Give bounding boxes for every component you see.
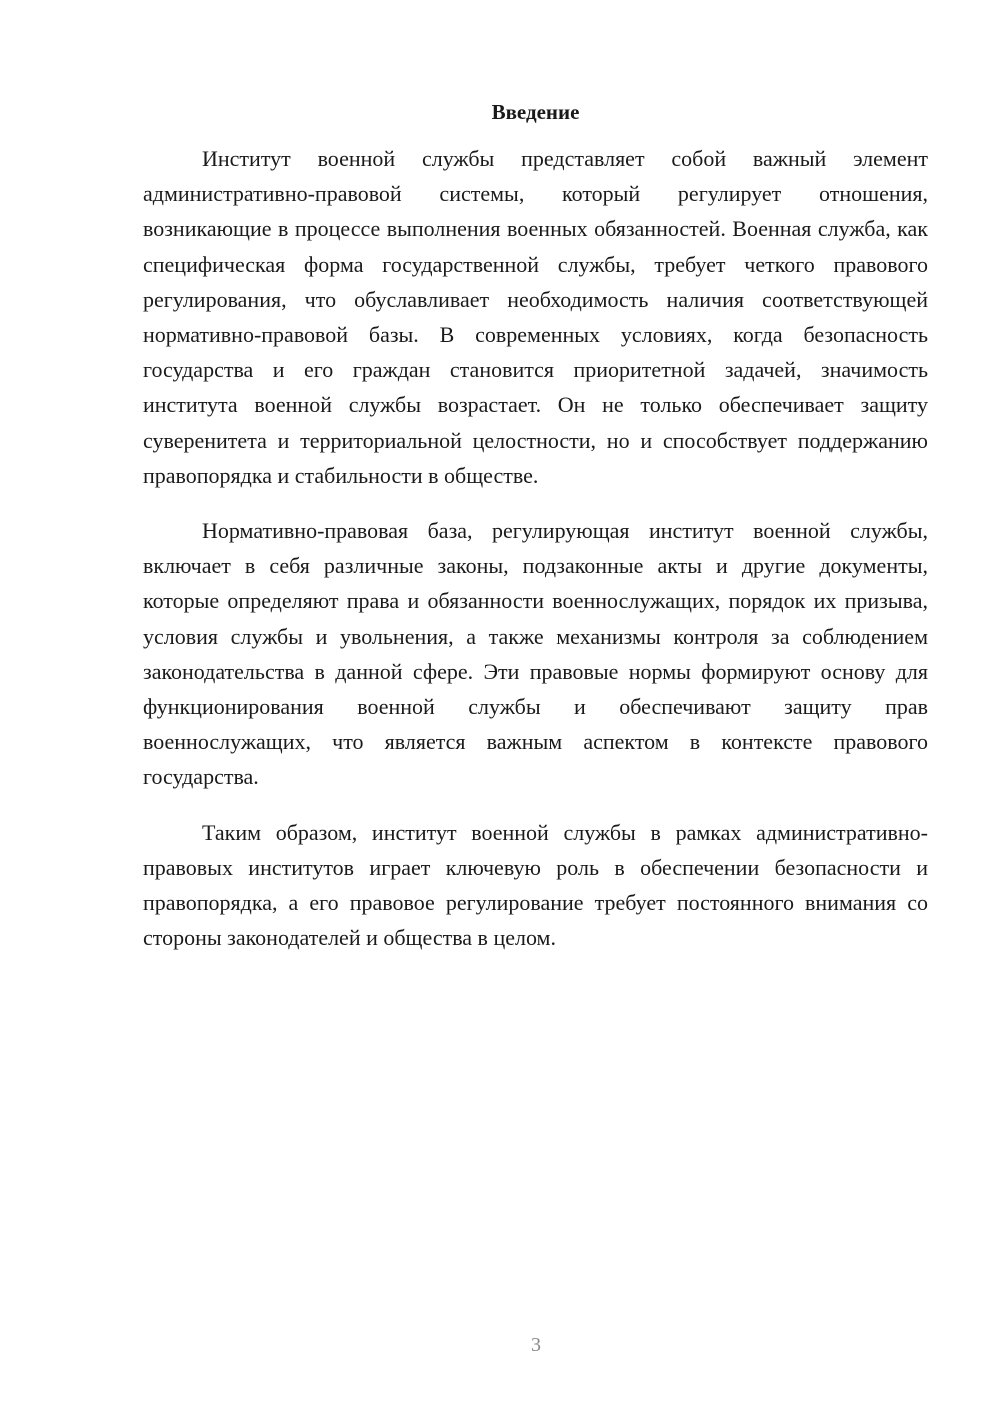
body-text [143,141,928,975]
section-title: Введение [491,100,580,124]
paragraph-2: Нормативно-правовая база, регулирующая институт военной службы, включает в себя различные законы, подзаконные акты и другие документы, которые определяют права и обязанности военнослужащих, порядок их призыва, условия службы и увольнения, а также механизмы контроля за соблюдением законодательства в данной сфере. Эти правовые нормы формируют основу для функционирования военной службы и обеспечивают защиту прав военнослужащих, что является важным аспектом в контексте правового государства. [143,518,928,790]
page-number: 3 [531,1334,541,1356]
paragraph-1: Институт военной службы представляет собой важный элемент административно-правовой системы, который регулирует отношения, возникающие в процессе выполнения военных обязанностей. Военная служба, как специфическая форма государственной службы, требует четкого правового регулирования, что обуславливает необходимость наличия соответствующей нормативно-правовой базы. В современных условиях, когда безопасность государства и его граждан становится приоритетной задачей, значимость института военной службы возрастает. Он не только обеспечивает защиту суверенитета и территориальной целостности, но и способствует поддержанию правопорядка и стабильности в обществе. [143,146,928,488]
paragraph-3: Таким образом, институт военной службы в рамках административно-правовых институтов играет ключевую роль в обеспечении безопасности и правопорядка, а его правовое регулирование требует постоянного внимания со стороны законодателей и общества в целом. [143,819,928,951]
